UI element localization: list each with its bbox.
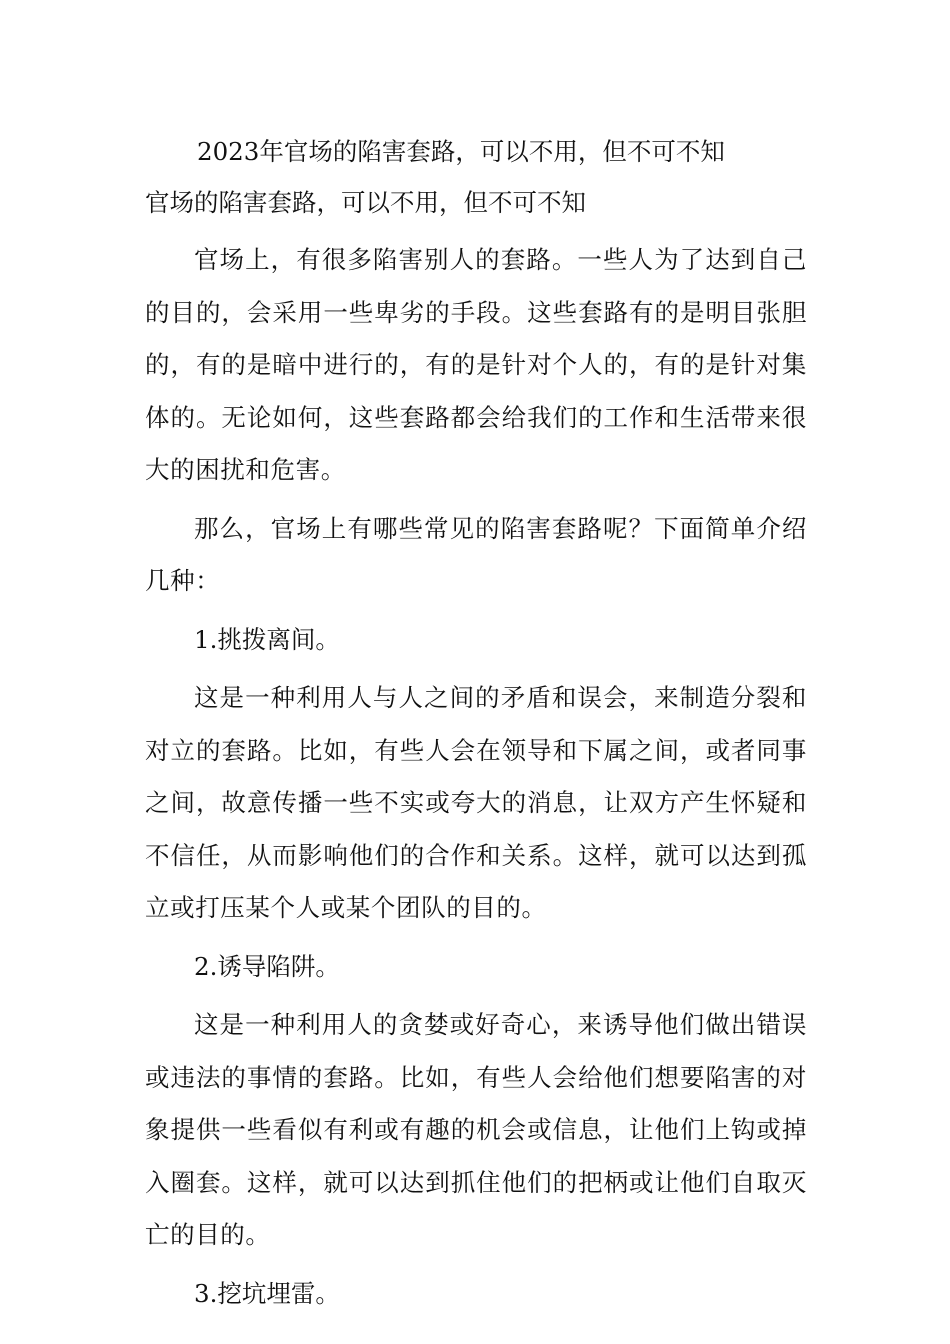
section-body-2: 这是一种利用人的贪婪或好奇心，来诱导他们做出错误或违法的事情的套路。比如，有些人会给他们想要陷害的对象提供一些看似有利或有趣的机会或信息，让他们上钩或掉入圈套。这样，就可以达到抓住他们的把柄或让他们自取灭亡的目的。 (145, 1010, 807, 1249)
section-heading-2: 2.诱导陷阱。 (194, 951, 340, 981)
section-heading-3: 3.挖坑埋雷。 (194, 1278, 340, 1308)
section-body-1: 这是一种利用人与人之间的矛盾和误会，来制造分裂和对立的套路。比如，有些人会在领导和下属之间，或者同事之间，故意传播一些不实或夸大的消息，让双方产生怀疑和不信任，从而影响他们的合作和关系。这样，就可以达到孤立或打压某个人或某个团队的目的。 (145, 683, 807, 922)
document-title: 2023年官场的陷害套路，可以不用，但不可不知 (197, 137, 725, 166)
document-body (145, 126, 807, 1326)
question-paragraph: 那么，官场上有哪些常见的陷害套路呢？下面简单介绍几种： (145, 513, 807, 595)
intro-paragraph: 官场上，有很多陷害别人的套路。一些人为了达到自己的目的，会采用一些卑劣的手段。这些套路有的是明目张胆的，有的是暗中进行的，有的是针对个人的，有的是针对集体的。无论如何，这些套路都会给我们的工作和生活带来很大的困扰和危害。 (145, 245, 807, 484)
document-subtitle: 官场的陷害套路，可以不用，但不可不知 (145, 188, 586, 217)
section-heading-1: 1.挑拨离间。 (194, 624, 340, 654)
